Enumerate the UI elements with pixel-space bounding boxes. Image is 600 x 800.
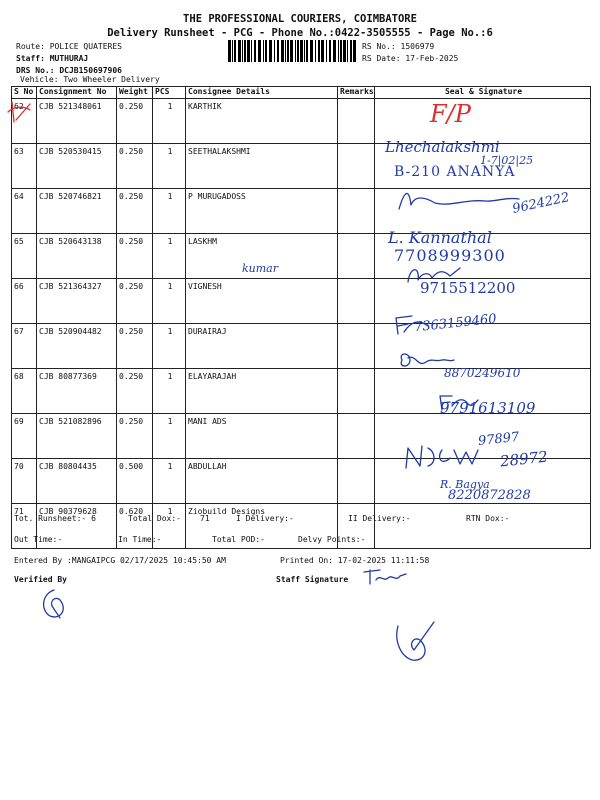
row-sno: 68 [12,369,37,414]
row-consignment-no: CJB 80877369 [37,369,117,414]
company-title: THE PROFESSIONAL COURIERS, COIMBATORE [183,13,417,25]
barcode-bar [295,40,296,62]
row-weight: 0.250 [117,234,153,279]
barcode-bar [263,40,264,62]
col-sno: S No [12,87,37,99]
barcode-bar [228,40,231,62]
row-weight: 0.250 [117,189,153,234]
ii-delivery: II Delivery:- [348,514,411,523]
barcode-bar [277,40,279,62]
barcode-bar [353,40,356,62]
row-pcs: 1 [153,189,186,234]
barcode-bar [290,40,293,62]
row-weight: 0.250 [117,414,153,459]
barcode-bar [274,40,275,62]
barcode-bar [340,40,342,62]
in-time: In Time:- [118,535,162,544]
barcode-bar [350,40,352,62]
row-consignee: MANI ADS [186,414,338,459]
row-consignee: Ziobuild Designs [186,504,338,549]
entered-by: Entered By :MANGAIPCG 02/17/2025 10:45:50 AM [14,556,226,565]
row-sno: 71 [12,504,37,549]
rtn-dox: RTN Dox:- [466,514,510,523]
barcode-bar [315,40,316,62]
barcode-bar [251,40,252,62]
vehicle-label: Vehicle: Two Wheeler Delivery [20,75,160,84]
hw-r63-name: Lhechalakshmi [385,138,500,156]
table-row [12,99,591,144]
barcode-bar [247,40,250,62]
hw-r65-phone: 7708999300 [394,246,506,265]
row-weight: 0.250 [117,144,153,189]
barcode-bar [244,40,246,62]
row-sno: 64 [12,189,37,234]
row-pcs: 1 [153,234,186,279]
row-pcs: 1 [153,369,186,414]
barcode-bar [242,40,243,62]
row-remarks [338,144,375,189]
row-pcs: 1 [153,414,186,459]
row-pcs: 1 [153,324,186,369]
row-remarks [338,99,375,144]
row-consignee: ABDULLAH [186,459,338,504]
barcode-bar [310,40,313,62]
hw-r70-top: 97897 [477,429,521,450]
hw-r71-phone: 8220872828 [448,488,531,503]
staff-label: Staff: MUTHURAJ [16,54,89,63]
tot-runsheet: Tot. Runsheet:- 6 [14,514,96,523]
row-sno: 62 [12,99,37,144]
row-consignee: ELAYARAJAH [186,369,338,414]
hw-r69-phone: 9791613109 [440,399,536,417]
col-consignee: Consignee Details [186,87,338,99]
col-weight: Weight [117,87,153,99]
barcode-bar [306,40,308,62]
row-pcs: 1 [153,99,186,144]
verified-by: Verified By [14,575,67,584]
row-remarks [338,189,375,234]
staff-signature-icon [360,566,410,588]
row-remarks [338,234,375,279]
row-consignment-no: CJB 521364327 [37,279,117,324]
barcode-bar [238,40,241,62]
row-pcs: 1 [153,459,186,504]
staff-signature-label: Staff Signature [276,575,349,584]
runsheet-title: Delivery Runsheet - PCG - Phone No.:0422-3505555 - Page No.:6 [107,27,493,39]
row-weight: 0.620 [117,504,153,549]
rs-date: RS Date: 17-Feb-2025 [362,54,459,63]
barcode-bar [234,40,236,62]
barcode-bar [329,40,331,62]
row-consignment-no: CJB 80804435 [37,459,117,504]
barcode-bar [232,40,233,62]
row-consignment-no: CJB 520530415 [37,144,117,189]
hw-r62: F/P [430,100,471,128]
hw-r67-phone: 7363159460 [413,311,498,336]
signature-r70-icon [402,442,482,472]
row-weight: 0.500 [117,459,153,504]
hw-r65-name: L. Kannathal [388,228,492,247]
row-remarks [338,414,375,459]
col-consignment: Consignment No [37,87,117,99]
barcode-bar [343,40,346,62]
hw-r71-name: R. Bagya [440,478,490,491]
col-pcs: PCS [153,87,186,99]
total-pod: Total POD:- [212,535,265,544]
row-consignee: VIGNESH [186,279,338,324]
table-row [12,324,591,369]
hw-r64-phone: 9624222 [511,190,571,217]
barcode-bar [265,40,267,62]
row-seal-signature [375,99,591,144]
row-sno: 66 [12,279,37,324]
rs-number: RS No.: 1506979 [362,42,435,51]
barcode-bar [269,40,272,62]
row-consignment-no: CJB 520904482 [37,324,117,369]
row-consignment-no: CJB 521348061 [37,99,117,144]
barcode-bar [258,40,261,62]
row-sno: 69 [12,414,37,459]
row-consignee: DURAIRAJ [186,324,338,369]
table-header-row [12,87,591,99]
col-seal-signature: Seal & Signature [375,87,591,99]
row-remarks [338,279,375,324]
row-remarks [338,324,375,369]
row-weight: 0.250 [117,99,153,144]
barcode-bar [281,40,284,62]
row-consignee: KARTHIK [186,99,338,144]
total-dox-label: Total Dox:- [128,514,181,523]
hw-r66-kumar: kumar [242,262,278,275]
row-consignee: LASKHM [186,234,338,279]
barcode-bar [318,40,320,62]
signature-r64-icon [395,185,525,215]
row-sno: 67 [12,324,37,369]
row-consignment-no: CJB 520643138 [37,234,117,279]
col-remarks: Remarks [338,87,375,99]
printed-on: Printed On: 17-02-2025 11:11:58 [280,556,430,565]
row-consignment-no: CJB 520746821 [37,189,117,234]
row-weight: 0.250 [117,279,153,324]
row-remarks [338,369,375,414]
hw-r70-bottom: 28972 [499,447,549,471]
barcode-bar [321,40,324,62]
out-time: Out Time:- [14,535,63,544]
row-weight: 0.250 [117,324,153,369]
barcode-bar [287,40,289,62]
row-weight: 0.250 [117,369,153,414]
hw-r66-phone: 9715512200 [420,279,516,297]
row-pcs: 1 [153,279,186,324]
row-sno: 70 [12,459,37,504]
hw-r63-date: 1-7|02|25 [480,154,534,167]
barcode-bar [285,40,286,62]
barcode-bar [326,40,327,62]
barcode-bar [254,40,256,62]
hw-r63-address: B-210 ANANYA [394,164,516,180]
barcode-bar [338,40,339,62]
barcode-bar [333,40,336,62]
barcode-image [228,40,356,62]
hw-r68-phone: 8870249610 [444,366,521,380]
barcode-bar [347,40,348,62]
row-remarks [338,459,375,504]
bottom-mark-icon [390,616,440,666]
row-pcs: 1 [153,144,186,189]
row-sno: 65 [12,234,37,279]
drs-number: DRS No.: DCJB150697906 [16,66,122,75]
delvy-points: Delvy Points:- [298,535,366,544]
barcode-bar [304,40,305,62]
i-delivery: I Delivery:- [236,514,294,523]
row-seal-signature [375,504,591,549]
row-sno: 63 [12,144,37,189]
barcode-bar [300,40,303,62]
verified-signature-icon [36,586,72,622]
row-consignee: P MURUGADOSS [186,189,338,234]
row-consignee: SEETHALAKSHMI [186,144,338,189]
route-label: Route: POLICE QUATERES [16,42,122,51]
barcode-bar [297,40,299,62]
row-consignment-no: CJB 521082896 [37,414,117,459]
row-pcs: 1 [153,504,186,549]
row-62-mark-icon [4,98,34,128]
row-consignment-no: CJB 90379628 [37,504,117,549]
total-dox-value: 71 [200,514,210,523]
